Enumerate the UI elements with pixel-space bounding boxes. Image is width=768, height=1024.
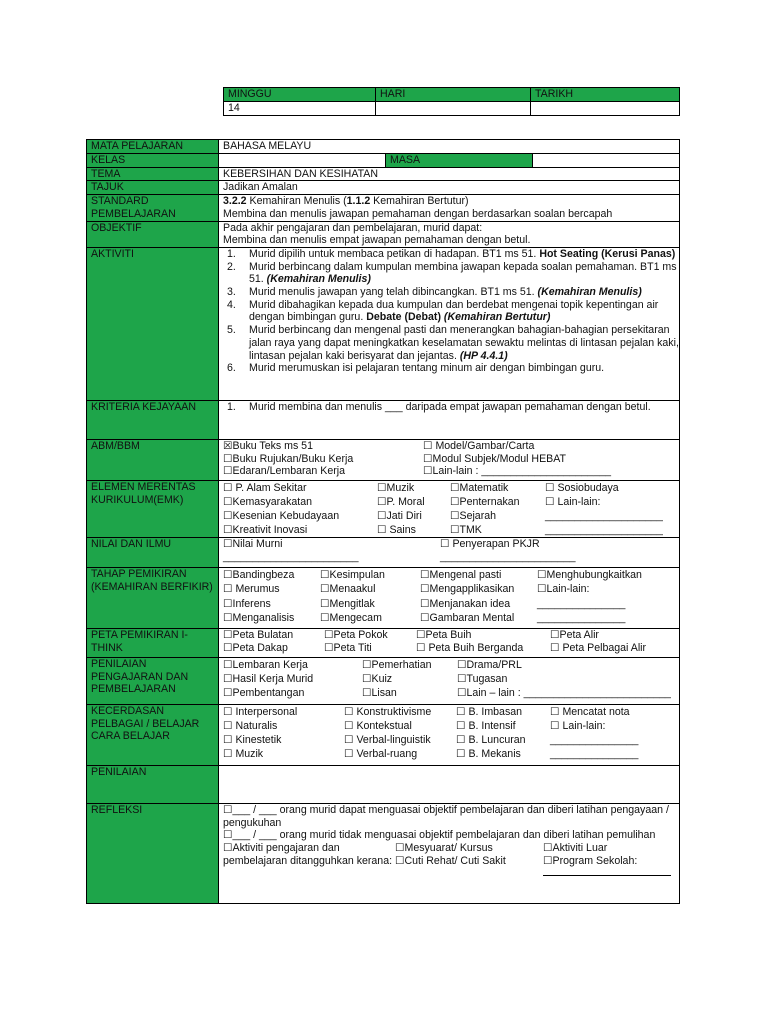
peta-option[interactable]: ☐ Peta Buih Berganda — [416, 641, 524, 654]
tahap-option[interactable]: ☐Menaakul — [320, 583, 376, 596]
nilai-option[interactable]: ☐ Penyerapan PKJR — [440, 537, 540, 550]
peta-option[interactable]: ☐Peta Dakap — [223, 641, 288, 654]
aktiviti-text — [249, 248, 679, 261]
kecerdasan-option[interactable]: ☐ B. Luncuran — [456, 733, 526, 746]
aktiviti-plain: Murid berbincang dalam kumpulan membina jawapan kepada soalan pemahaman. BT1 ms 51. — [249, 260, 677, 286]
penilaian-pp-option[interactable]: ☐Hasil Kerja Murid — [223, 672, 314, 685]
emk-option[interactable]: ☐Muzik — [377, 481, 415, 494]
refleksi-aktiviti-luar[interactable]: ☐Aktiviti Luar — [543, 842, 608, 855]
aktiviti-emphasis: (HP 4.4.1) — [459, 349, 508, 362]
kecerdasan-option: _______________ — [550, 747, 639, 760]
emk-option[interactable]: ☐Jati Diri — [377, 509, 422, 522]
kecerdasan-option[interactable]: ☐ Kontekstual — [344, 719, 412, 732]
emk-option[interactable]: ☐Kemasyarakatan — [223, 495, 312, 508]
penilaian-pp-option[interactable]: ☐Lembaran Kerja — [223, 658, 308, 671]
nilai-options — [223, 538, 679, 563]
emk-option[interactable]: ☐Kreativit Inovasi — [223, 523, 308, 536]
objektif-line-2: Membina dan menulis empat jawapan pemahaman dengan betul. — [223, 234, 531, 247]
tahap-option[interactable]: ☐Bandingbeza — [223, 568, 295, 581]
abm-option[interactable]: ☐Modul Subjek/Modul HEBAT — [423, 452, 566, 465]
penilaian-pp-option[interactable]: ☐Drama/PRL — [457, 658, 522, 671]
penilaian-pp-option[interactable]: ☐Lain – lain : _________________________ — [457, 686, 671, 699]
kecerdasan-option: _______________ — [550, 733, 639, 746]
peta-option[interactable]: ☐Peta Bulatan — [223, 628, 294, 641]
tahap-option[interactable]: ☐Lain-lain: — [537, 583, 590, 596]
tarikh-header: TARIKH — [531, 88, 680, 102]
aktiviti-number: 1. — [227, 247, 236, 260]
abm-option[interactable]: ☐Edaran/Lembaran Kerja — [223, 465, 345, 478]
penilaian-pp-value — [219, 657, 680, 704]
kecerdasan-option[interactable]: ☐ Verbal-linguistik — [344, 733, 431, 746]
masa-label: MASA — [385, 154, 533, 167]
standard-text-1: Kemahiran Menulis ( — [246, 195, 347, 208]
penilaian-label: PENILAIAN — [87, 765, 219, 803]
refleksi-mesyuarat[interactable]: ☐Mesyuarat/ Kursus — [395, 842, 493, 855]
kriteria-text: Murid membina dan menulis ___ daripada empat jawapan pemahaman dengan betul. — [249, 400, 651, 413]
nilai-option: _______________________ — [223, 550, 359, 563]
kelas-value[interactable] — [219, 154, 385, 167]
peta-option[interactable]: ☐Peta Buih — [416, 628, 472, 641]
aktiviti-item — [223, 362, 679, 375]
kriteria-value[interactable] — [219, 400, 680, 439]
emk-options — [223, 481, 679, 537]
kelas-label: KELAS — [87, 153, 219, 167]
tahap-option[interactable]: ☐Gambaran Mental — [420, 612, 515, 625]
mata-pelajaran-value[interactable]: BAHASA MELAYU — [219, 140, 680, 154]
hari-header: HARI — [376, 88, 531, 102]
emk-option[interactable]: ☐Matematik — [450, 481, 509, 494]
objektif-line-1: Pada akhir pengajaran dan pembelajaran, murid dapat: — [223, 221, 483, 234]
aktiviti-emphasis: (Kemahiran Menulis) — [537, 286, 642, 299]
aktiviti-plain: Murid dibahagikan kepada dua kumpulan dan berdebat mengenai topik kepentingan air dengan bimbingan guru. — [249, 298, 659, 324]
objektif-label: OBJEKTIF — [87, 221, 219, 247]
aktiviti-text — [249, 324, 679, 362]
kelas-masa-row — [219, 154, 679, 167]
aktiviti-emphasis: (Kemahiran Bertutur) — [443, 311, 551, 324]
aktiviti-plain: Murid merumuskan isi pelajaran tentang minum air dengan bimbingan guru. — [249, 362, 605, 375]
peta-option[interactable]: ☐Peta Alir — [550, 628, 599, 641]
tahap-option[interactable]: ☐Mengenal pasti — [420, 568, 502, 581]
emk-option[interactable]: ☐ P. Alam Sekitar — [223, 481, 307, 494]
aktiviti-item — [223, 248, 679, 261]
tahap-label: TAHAP PEMIKIRAN (KEMAHIRAN BERFIKIR) — [87, 567, 219, 628]
aktiviti-number: 6. — [227, 362, 236, 375]
refleksi-tangguh[interactable]: ☐Aktiviti pengajaran dan pembelajaran ditangguhkan kerana: — [223, 842, 393, 867]
tahap-option: _______________ — [537, 597, 626, 610]
aktiviti-list — [223, 248, 679, 375]
aktiviti-item — [223, 299, 679, 324]
abm-option[interactable]: ☐ Model/Gambar/Carta — [423, 439, 535, 452]
minggu-header: MINGGU — [224, 88, 376, 102]
aktiviti-plain: Murid dipilih untuk membaca petikan di hadapan. BT1 ms 51. — [249, 247, 540, 260]
aktiviti-number: 5. — [227, 324, 236, 337]
emk-option[interactable]: ☐Sejarah — [450, 509, 497, 522]
aktiviti-number: 3. — [227, 286, 236, 299]
abm-option[interactable]: ☐Lain-lain : ______________________ — [423, 465, 611, 478]
aktiviti-label: AKTIVITI — [87, 247, 219, 400]
objektif-value[interactable] — [219, 221, 680, 247]
tahap-option[interactable]: ☐ Merumus — [223, 583, 280, 596]
refleksi-col-2 — [395, 842, 543, 876]
standard-code: 3.2.2 — [223, 195, 247, 208]
abm-option[interactable]: ☐Buku Rujukan/Buku Kerja — [223, 452, 354, 465]
refleksi-value — [219, 803, 680, 903]
kecerdasan-option[interactable]: ☐ B. Intensif — [456, 719, 516, 732]
emk-option: ____________________ — [545, 509, 663, 522]
aktiviti-text — [249, 299, 679, 324]
standard-code-2: 1.1.2 — [346, 195, 371, 208]
tahap-option[interactable]: ☐Mengecam — [320, 612, 382, 625]
refleksi-line-1[interactable]: ☐___ / ___ orang murid dapat menguasai objektif pembelajaran dan diberi latihan pengayaan / pengukuhan — [223, 803, 669, 829]
refleksi-col-3 — [543, 842, 679, 876]
penilaian-pp-option[interactable]: ☐Lisan — [362, 686, 397, 699]
penilaian-pp-option[interactable]: ☐Pembentangan — [223, 686, 305, 699]
tahap-value — [219, 567, 680, 628]
kecerdasan-option[interactable]: ☐ Mencatat nota — [550, 705, 630, 718]
peta-option[interactable]: ☐Peta Pokok — [324, 628, 388, 641]
abm-options — [223, 440, 679, 478]
peta-option[interactable]: ☐Peta Titi — [324, 641, 372, 654]
tahap-option[interactable]: ☐Menganalisis — [223, 612, 295, 625]
emk-option[interactable]: ☐ Sosiobudaya — [545, 481, 619, 494]
aktiviti-value[interactable] — [219, 247, 680, 400]
emk-option[interactable]: ☐Kesenian Kebudayaan — [223, 509, 340, 522]
kecerdasan-label: KECERDASAN PELBAGAI / BELAJAR CARA BELAJAR — [87, 704, 219, 765]
minggu-value[interactable]: 14 — [224, 101, 376, 115]
kriteria-label: KRITERIA KEJAYAAN — [87, 400, 219, 439]
kecerdasan-option[interactable]: ☐ Verbal-ruang — [344, 747, 418, 760]
nilai-value — [219, 537, 680, 567]
peta-label: PETA PEMIKIRAN I-THINK — [87, 628, 219, 657]
refleksi-cuti[interactable]: ☐Cuti Rehat/ Cuti Sakit — [395, 854, 506, 867]
penilaian-pp-option[interactable]: ☐Tugasan — [457, 672, 508, 685]
kecerdasan-option[interactable]: ☐ Konstruktivisme — [344, 705, 432, 718]
tahap-option[interactable]: ☐Kesimpulan — [320, 568, 385, 581]
week-day-date-table — [223, 87, 680, 116]
aktiviti-text — [249, 362, 679, 375]
aktiviti-item — [223, 324, 679, 362]
tahap-option: _______________ — [537, 612, 626, 625]
refleksi-program-line — [543, 875, 671, 876]
standard-label: STANDARD PEMBELAJARAN — [87, 195, 219, 221]
penilaian-pp-option[interactable]: ☐Kuiz — [362, 672, 393, 685]
refleksi-options — [223, 842, 679, 876]
kecerdasan-option[interactable]: ☐ Naturalis — [223, 719, 278, 732]
tema-value[interactable]: KEBERSIHAN DAN KESIHATAN — [219, 167, 680, 181]
nilai-label: NILAI DAN ILMU — [87, 537, 219, 567]
kriteria-list — [223, 401, 679, 414]
tema-label: TEMA — [87, 167, 219, 181]
aktiviti-item — [223, 286, 679, 299]
kecerdasan-option[interactable]: ☐ B. Imbasan — [456, 705, 523, 718]
aktiviti-number: 2. — [227, 260, 236, 273]
tahap-options — [223, 568, 679, 626]
aktiviti-item — [223, 261, 679, 286]
tahap-option[interactable]: ☐Mengapplikasikan — [420, 583, 515, 596]
aktiviti-emphasis: (Kemahiran Menulis) — [266, 273, 371, 286]
standard-value[interactable] — [219, 195, 680, 221]
kecerdasan-option[interactable]: ☐ Lain-lain: — [550, 719, 606, 732]
abm-option[interactable]: ☒Buku Teks ms 51 — [223, 439, 313, 452]
tahap-option[interactable]: ☐Inferens — [223, 597, 271, 610]
emk-value — [219, 480, 680, 537]
emk-option[interactable]: ☐TMK — [450, 523, 482, 536]
kecerdasan-value — [219, 704, 680, 765]
hari-value[interactable] — [376, 101, 531, 115]
tahap-option[interactable]: ☐Menjanakan idea — [420, 597, 511, 610]
emk-option[interactable]: ☐ Sains — [377, 523, 416, 536]
penilaian-pp-option[interactable]: ☐Pemerhatian — [362, 658, 432, 671]
aktiviti-plain: Murid berbincang dan mengenal pasti dan menerangkan bahagian-bahagian persekitaran jalan raya yang dapat meningkatkan keselamatan sewaktu melintas di lintasan pejalan kaki, lintasan pejalan kaki berisyarat dan jejantas. — [249, 324, 679, 362]
emk-label: ELEMEN MERENTAS KURIKULUM(EMK) — [87, 480, 219, 537]
penilaian-pp-options — [223, 658, 679, 700]
penilaian-pp-label: PENILAIAN PENGAJARAN DAN PEMBELAJARAN — [87, 657, 219, 704]
standard-line-2: Membina dan menulis jawapan pemahaman dengan berdasarkan soalan bercapah — [223, 207, 613, 220]
refleksi-program[interactable]: ☐Program Sekolah: — [543, 854, 638, 867]
aktiviti-bold: Hot Seating (Kerusi Panas) — [539, 247, 676, 260]
standard-text-2: Kemahiran Bertutur) — [370, 195, 469, 208]
nilai-option: _______________________ — [440, 550, 576, 563]
kecerdasan-option[interactable]: ☐ Interpersonal — [223, 705, 298, 718]
emk-option[interactable]: ☐Penternakan — [450, 495, 520, 508]
peta-options — [223, 629, 679, 654]
aktiviti-text — [249, 286, 679, 299]
kecerdasan-option[interactable]: ☐ Kinestetik — [223, 733, 282, 746]
emk-option[interactable]: ☐ Lain-lain: — [545, 495, 601, 508]
emk-option: ____________________ — [545, 523, 663, 536]
aktiviti-number: 4. — [227, 298, 236, 311]
lesson-plan-table — [86, 139, 680, 904]
tarikh-value[interactable] — [531, 101, 680, 115]
emk-option[interactable]: ☐P. Moral — [377, 495, 425, 508]
penilaian-value[interactable] — [219, 765, 680, 803]
kecerdasan-option[interactable]: ☐ B. Mekanis — [456, 747, 521, 760]
nilai-option[interactable]: ☐Nilai Murni — [223, 537, 283, 550]
tajuk-value[interactable]: Jadikan Amalan — [219, 181, 680, 195]
refleksi-line-2[interactable]: ☐___ / ___ orang murid tidak menguasai objektif pembelajaran dan diberi latihan pemulihan — [223, 829, 656, 842]
abm-value — [219, 439, 680, 480]
tahap-option[interactable]: ☐Menghubungkaitkan — [537, 568, 642, 581]
abm-label: ABM/BBM — [87, 439, 219, 480]
aktiviti-plain: Murid menulis jawapan yang telah dibincangkan. BT1 ms 51. — [249, 286, 538, 299]
kecerdasan-option[interactable]: ☐ Muzik — [223, 747, 264, 760]
aktiviti-text — [249, 261, 679, 286]
refleksi-label: REFLEKSI — [87, 803, 219, 903]
masa-value[interactable] — [533, 154, 679, 167]
kecerdasan-options — [223, 705, 679, 761]
tahap-option[interactable]: ☐Mengitlak — [320, 597, 375, 610]
mata-pelajaran-label: MATA PELAJARAN — [87, 140, 219, 154]
kriteria-number: 1. — [227, 400, 236, 413]
tajuk-label: TAJUK — [87, 181, 219, 195]
aktiviti-bold: Debate (Debat) — [366, 311, 444, 324]
peta-value — [219, 628, 680, 657]
kriteria-item — [223, 401, 679, 414]
peta-option[interactable]: ☐ Peta Pelbagai Alir — [550, 641, 647, 654]
